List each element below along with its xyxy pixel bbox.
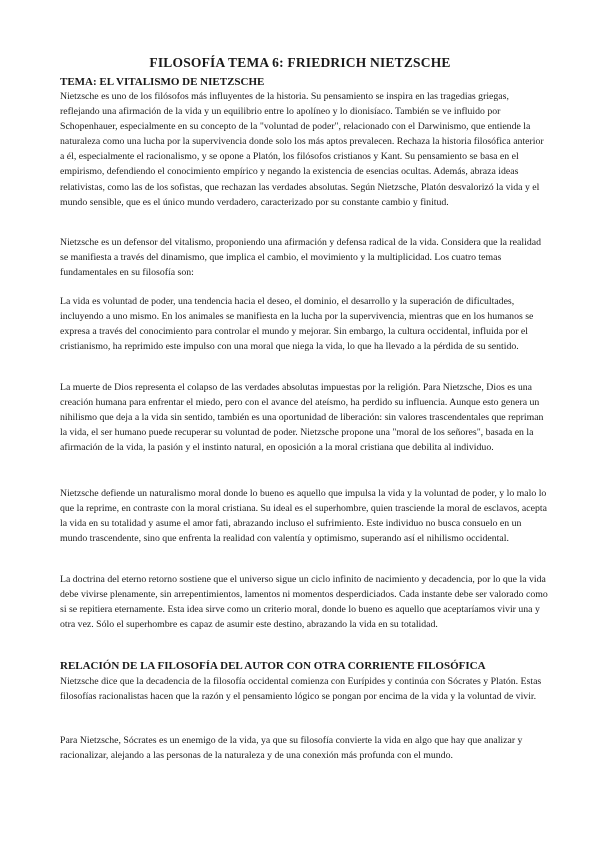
paragraph-eterno-retorno: La doctrina del eterno retorno sostiene que el universo sigue un ciclo infinito de nacimiento y decadencia, por lo que la vida debe vivirse plenamente, sin arrepentimientos, lamentos ni momentos desperdiciados. Cada instante debe ser valorado como si se repitiera eternamente. Esta idea sirve como un criterio moral, donde lo bueno es aquello que aceptaríamos vivir una y otra vez. Sólo el superhombre es capaz de asumir este destino, abrazando la vida en su totalidad. bbox=[60, 574, 548, 631]
paragraph-decadencia: Nietzsche dice que la decadencia de la filosofía occidental comienza con Eurípides y continúa con Sócrates y Platón. Estas filosofías racionalistas hacen que la razón y el pensamiento lógico se pongan por encima de la vida y la voluntad de vivir. bbox=[60, 676, 542, 703]
paragraph-muerte-de-dios: La muerte de Dios representa el colapso de las verdades absolutas impuestas por la religión. Para Nietzsche, Dios es una creación humana para enfrentar el miedo, pero con el avance del ateísmo, ha perdido su influencia. Aunque esto genera un nihilismo que deja a la vida sin sentido, también es una oportunidad de liberación: sin valores trascendentales que repriman la vida, el ser humano puede recuperar su voluntad de poder. Nietzsche propone una "moral de los señores", basada en la afirmación de la vida, la pasión y el instinto natural, en oposición a la moral cristiana que debilita al individuo. bbox=[60, 382, 544, 454]
section-heading-vitalismo: TEMA: EL VITALISMO DE NIETZSCHE bbox=[60, 76, 265, 88]
paragraph-superhombre: Nietzsche defiende un naturalismo moral donde lo bueno es aquello que impulsa la vida y la voluntad de poder, y lo malo lo que la reprime, en contraste con la moral cristiana. Su ideal es el superhombre, quien trasciende la moral de esclavos, acepta la vida en su totalidad y asume el amor fati, abrazando incluso el sufrimiento. Este individuo no busca consuelo en un mundo trascendente, sino que enfrenta la realidad con valentía y optimismo, superando así el nihilismo occidental. bbox=[60, 488, 547, 545]
paragraph-socrates: Para Nietzsche, Sócrates es un enemigo de la vida, ya que su filosofía convierte la vida en algo que hay que analizar y racionalizar, alejando a las personas de la naturaleza y de una conexión más profunda con el mundo. bbox=[60, 735, 523, 762]
paragraph-intro: Nietzsche es uno de los filósofos más influyentes de la historia. Su pensamiento se inspira en las tragedias griegas, reflejando una afirmación de la vida y un equilibrio entre lo apolíneo y lo dionisíaco. También se ve influido por Schopenhauer, especialmente en su concepto de la "voluntad de poder", relacionado con el Darwinismo, que entiende la naturaleza como una lucha por la supervivencia donde solo los más aptos prevalecen. Rechaza la historia filosófica anterior a él, especialmente el racionalismo, y se opone a Platón, los filósofos cristianos y Kant. Su pensamiento se basa en el empirismo, defendiendo el conocimiento empírico y negando la existencia de esencias ocultas. Además, abraza ideas relativistas, como las de los sofistas, que rechazan las verdades absolutas. Según Nietzsche, Platón desvalorizó la vida y el mundo sensible, que es el único mundo verdadero, caracterizado por su constante cambio y finitud. bbox=[60, 91, 544, 208]
paragraph-vitalismo: Nietzsche es un defensor del vitalismo, proponiendo una afirmación y defensa radical de la vida. Considera que la realidad se manifiesta a través del dinamismo, que implica el cambio, el movimiento y la multiplicidad. Los cuatro temas fundamentales en su filosofía son: bbox=[60, 237, 541, 279]
section-heading-relacion: RELACIÓN DE LA FILOSOFÍA DEL AUTOR CON OTRA CORRIENTE FILOSÓFICA bbox=[60, 660, 486, 672]
page-title: FILOSOFÍA TEMA 6: FRIEDRICH NIETZSCHE bbox=[149, 55, 451, 70]
paragraph-voluntad-de-poder: La vida es voluntad de poder, una tendencia hacia el deseo, el dominio, el desarrollo y la superación de dificultades, incluyendo a uno mismo. En los animales se manifiesta en la lucha por la supervivencia, mientras que en los humanos se expresa a través del conocimiento para controlar el mundo y mejorar. Sin embargo, la cultura occidental, influida por el cristianismo, ha reprimido este impulso con una moral que niega la vida, lo que ha llevado a la pérdida de su sentido. bbox=[60, 296, 534, 353]
